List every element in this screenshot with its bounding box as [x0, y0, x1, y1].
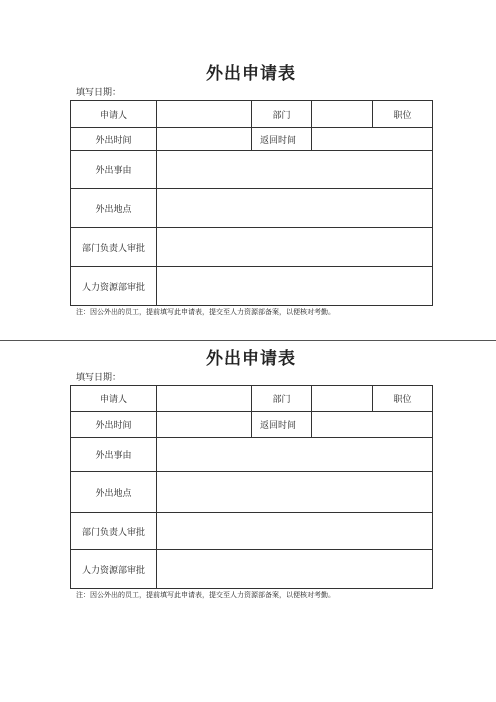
table-row	[71, 151, 433, 189]
applicant-field[interactable]	[157, 101, 252, 128]
out-application-form-2	[70, 347, 432, 601]
dept-head-approval-label: 部门负责人审批	[71, 228, 157, 267]
dept-head-approval-label: 部门负责人审批	[71, 513, 157, 550]
applicant-label: 申请人	[71, 386, 157, 412]
reason-field[interactable]	[157, 151, 433, 189]
return-time-label: 返回时间	[252, 412, 312, 438]
reason-field[interactable]	[157, 438, 433, 472]
hr-approval-label: 人力资源部审批	[71, 267, 157, 306]
out-time-field[interactable]	[157, 128, 252, 151]
table-row	[71, 101, 433, 128]
position-label: 职位	[373, 386, 433, 412]
return-time-field[interactable]	[312, 412, 433, 438]
table-row	[71, 189, 433, 228]
hr-approval-field[interactable]	[157, 267, 433, 306]
table-row	[71, 438, 433, 472]
reason-label: 外出事由	[71, 151, 157, 189]
form-title: 外出申请表	[206, 64, 296, 84]
fill-date-label: 填写日期：	[76, 88, 122, 98]
dept-head-approval-field[interactable]	[157, 228, 433, 267]
location-label: 外出地点	[71, 189, 157, 228]
department-label: 部门	[252, 386, 312, 412]
location-field[interactable]	[157, 189, 433, 228]
application-table	[70, 100, 433, 306]
table-row	[71, 228, 433, 267]
table-row	[71, 386, 433, 412]
table-row	[71, 412, 433, 438]
return-time-label: 返回时间	[252, 128, 312, 151]
applicant-label: 申请人	[71, 101, 157, 128]
department-field[interactable]	[312, 101, 373, 128]
return-time-field[interactable]	[312, 128, 433, 151]
location-field[interactable]	[157, 472, 433, 513]
position-label: 职位	[373, 101, 433, 128]
form-title: 外出申请表	[206, 349, 296, 369]
out-time-field[interactable]	[157, 412, 252, 438]
hr-approval-field[interactable]	[157, 550, 433, 589]
page-divider	[0, 340, 496, 341]
hr-approval-label: 人力资源部审批	[71, 550, 157, 589]
table-row	[71, 472, 433, 513]
table-row	[71, 128, 433, 151]
form-note: 注：因公外出的员工，提前填写此申请表，提交至人力资源部备案，以便核对考勤。	[76, 308, 335, 316]
department-label: 部门	[252, 101, 312, 128]
reason-label: 外出事由	[71, 438, 157, 472]
fill-date-label: 填写日期：	[76, 373, 122, 383]
department-field[interactable]	[312, 386, 373, 412]
table-row	[71, 513, 433, 550]
out-application-form-1	[70, 62, 432, 318]
out-time-label: 外出时间	[71, 128, 157, 151]
location-label: 外出地点	[71, 472, 157, 513]
dept-head-approval-field[interactable]	[157, 513, 433, 550]
form-note: 注：因公外出的员工，提前填写此申请表，提交至人力资源部备案，以便核对考勤。	[76, 591, 335, 599]
applicant-field[interactable]	[157, 386, 252, 412]
table-row	[71, 550, 433, 589]
out-time-label: 外出时间	[71, 412, 157, 438]
application-table	[70, 385, 433, 589]
table-row	[71, 267, 433, 306]
